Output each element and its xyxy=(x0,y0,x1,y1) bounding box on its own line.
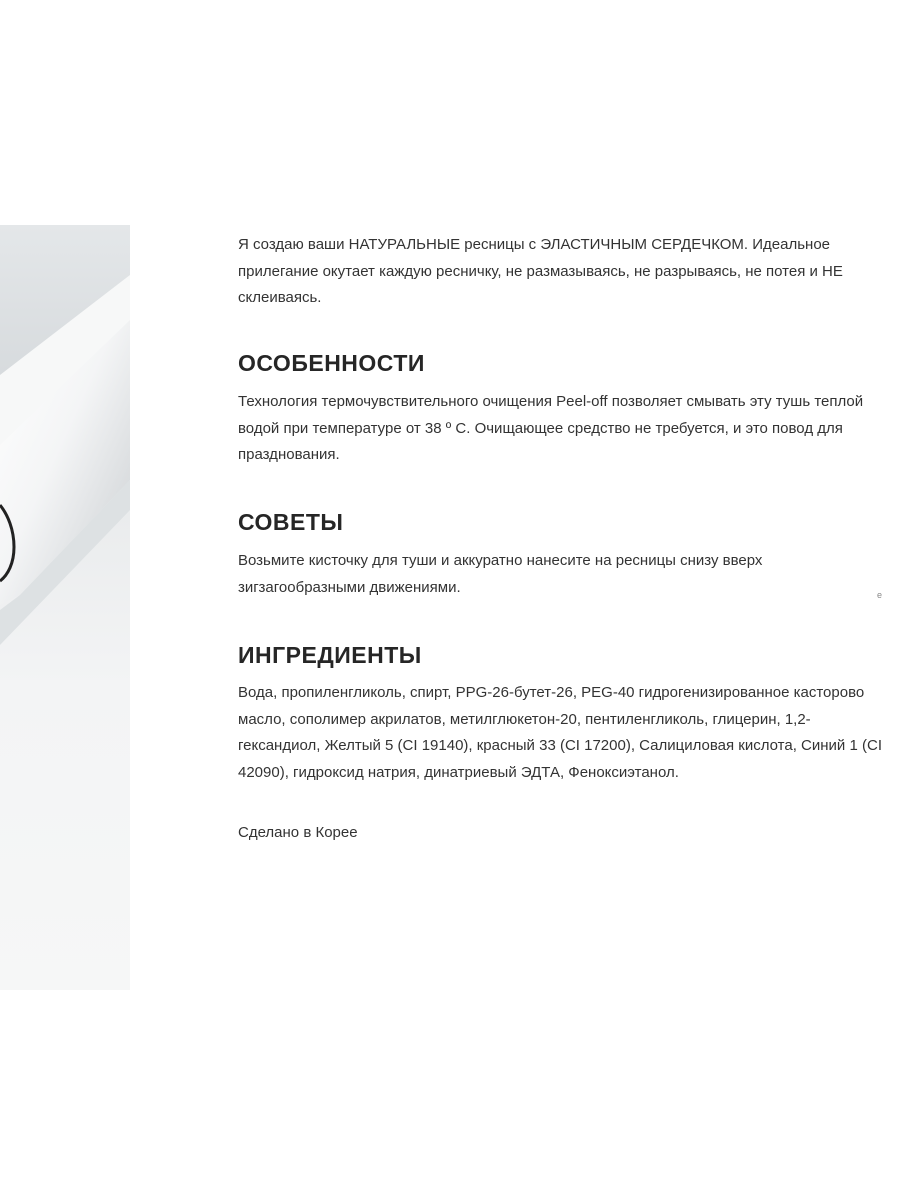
ingredients-heading: ИНГРЕДИЕНТЫ xyxy=(238,642,422,668)
product-photo xyxy=(0,225,130,990)
tips-heading: СОВЕТЫ xyxy=(238,509,344,535)
tips-paragraph: Возьмите кисточку для туши и аккуратно нанесите на ресницы снизу вверх зигзагообразными движениями. xyxy=(238,552,763,596)
mascara-tube-image xyxy=(0,225,130,990)
stray-mark: e xyxy=(877,590,883,600)
origin-text: Сделано в Корее xyxy=(238,824,358,841)
features-heading: ОСОБЕННОСТИ xyxy=(238,350,425,376)
ingredients-paragraph: Вода, пропиленгликоль, спирт, PPG-26-бутет-26, PEG-40 гидрогенизированное касторово масло, сополимер акрилатов, метилглюкетон-20, пентиленгликоль, глицерин, 1,2-гександиол, Желтый 5 (CI 19140), красный 33 (CI 17200), Салициловая кислота, Синий 1 (CI 42090), гидроксид натрия, динатриевый ЭДТА, Феноксиэтанол. xyxy=(238,684,882,781)
features-paragraph: Технология термочувствительного очищения Peel-off позволяет смывать эту тушь теплой водой при температуре от 38 º С. Очищающее средство не требуется, и это повод для празднования. xyxy=(238,393,864,463)
intro-paragraph: Я создаю ваши НАТУРАЛЬНЫЕ ресницы с ЭЛАСТИЧНЫМ СЕРДЕЧКОМ. Идеальное прилегание окутает каждую ресничку, не размазываясь, не разрываясь, не потея и НЕ склеиваясь. xyxy=(238,236,843,306)
